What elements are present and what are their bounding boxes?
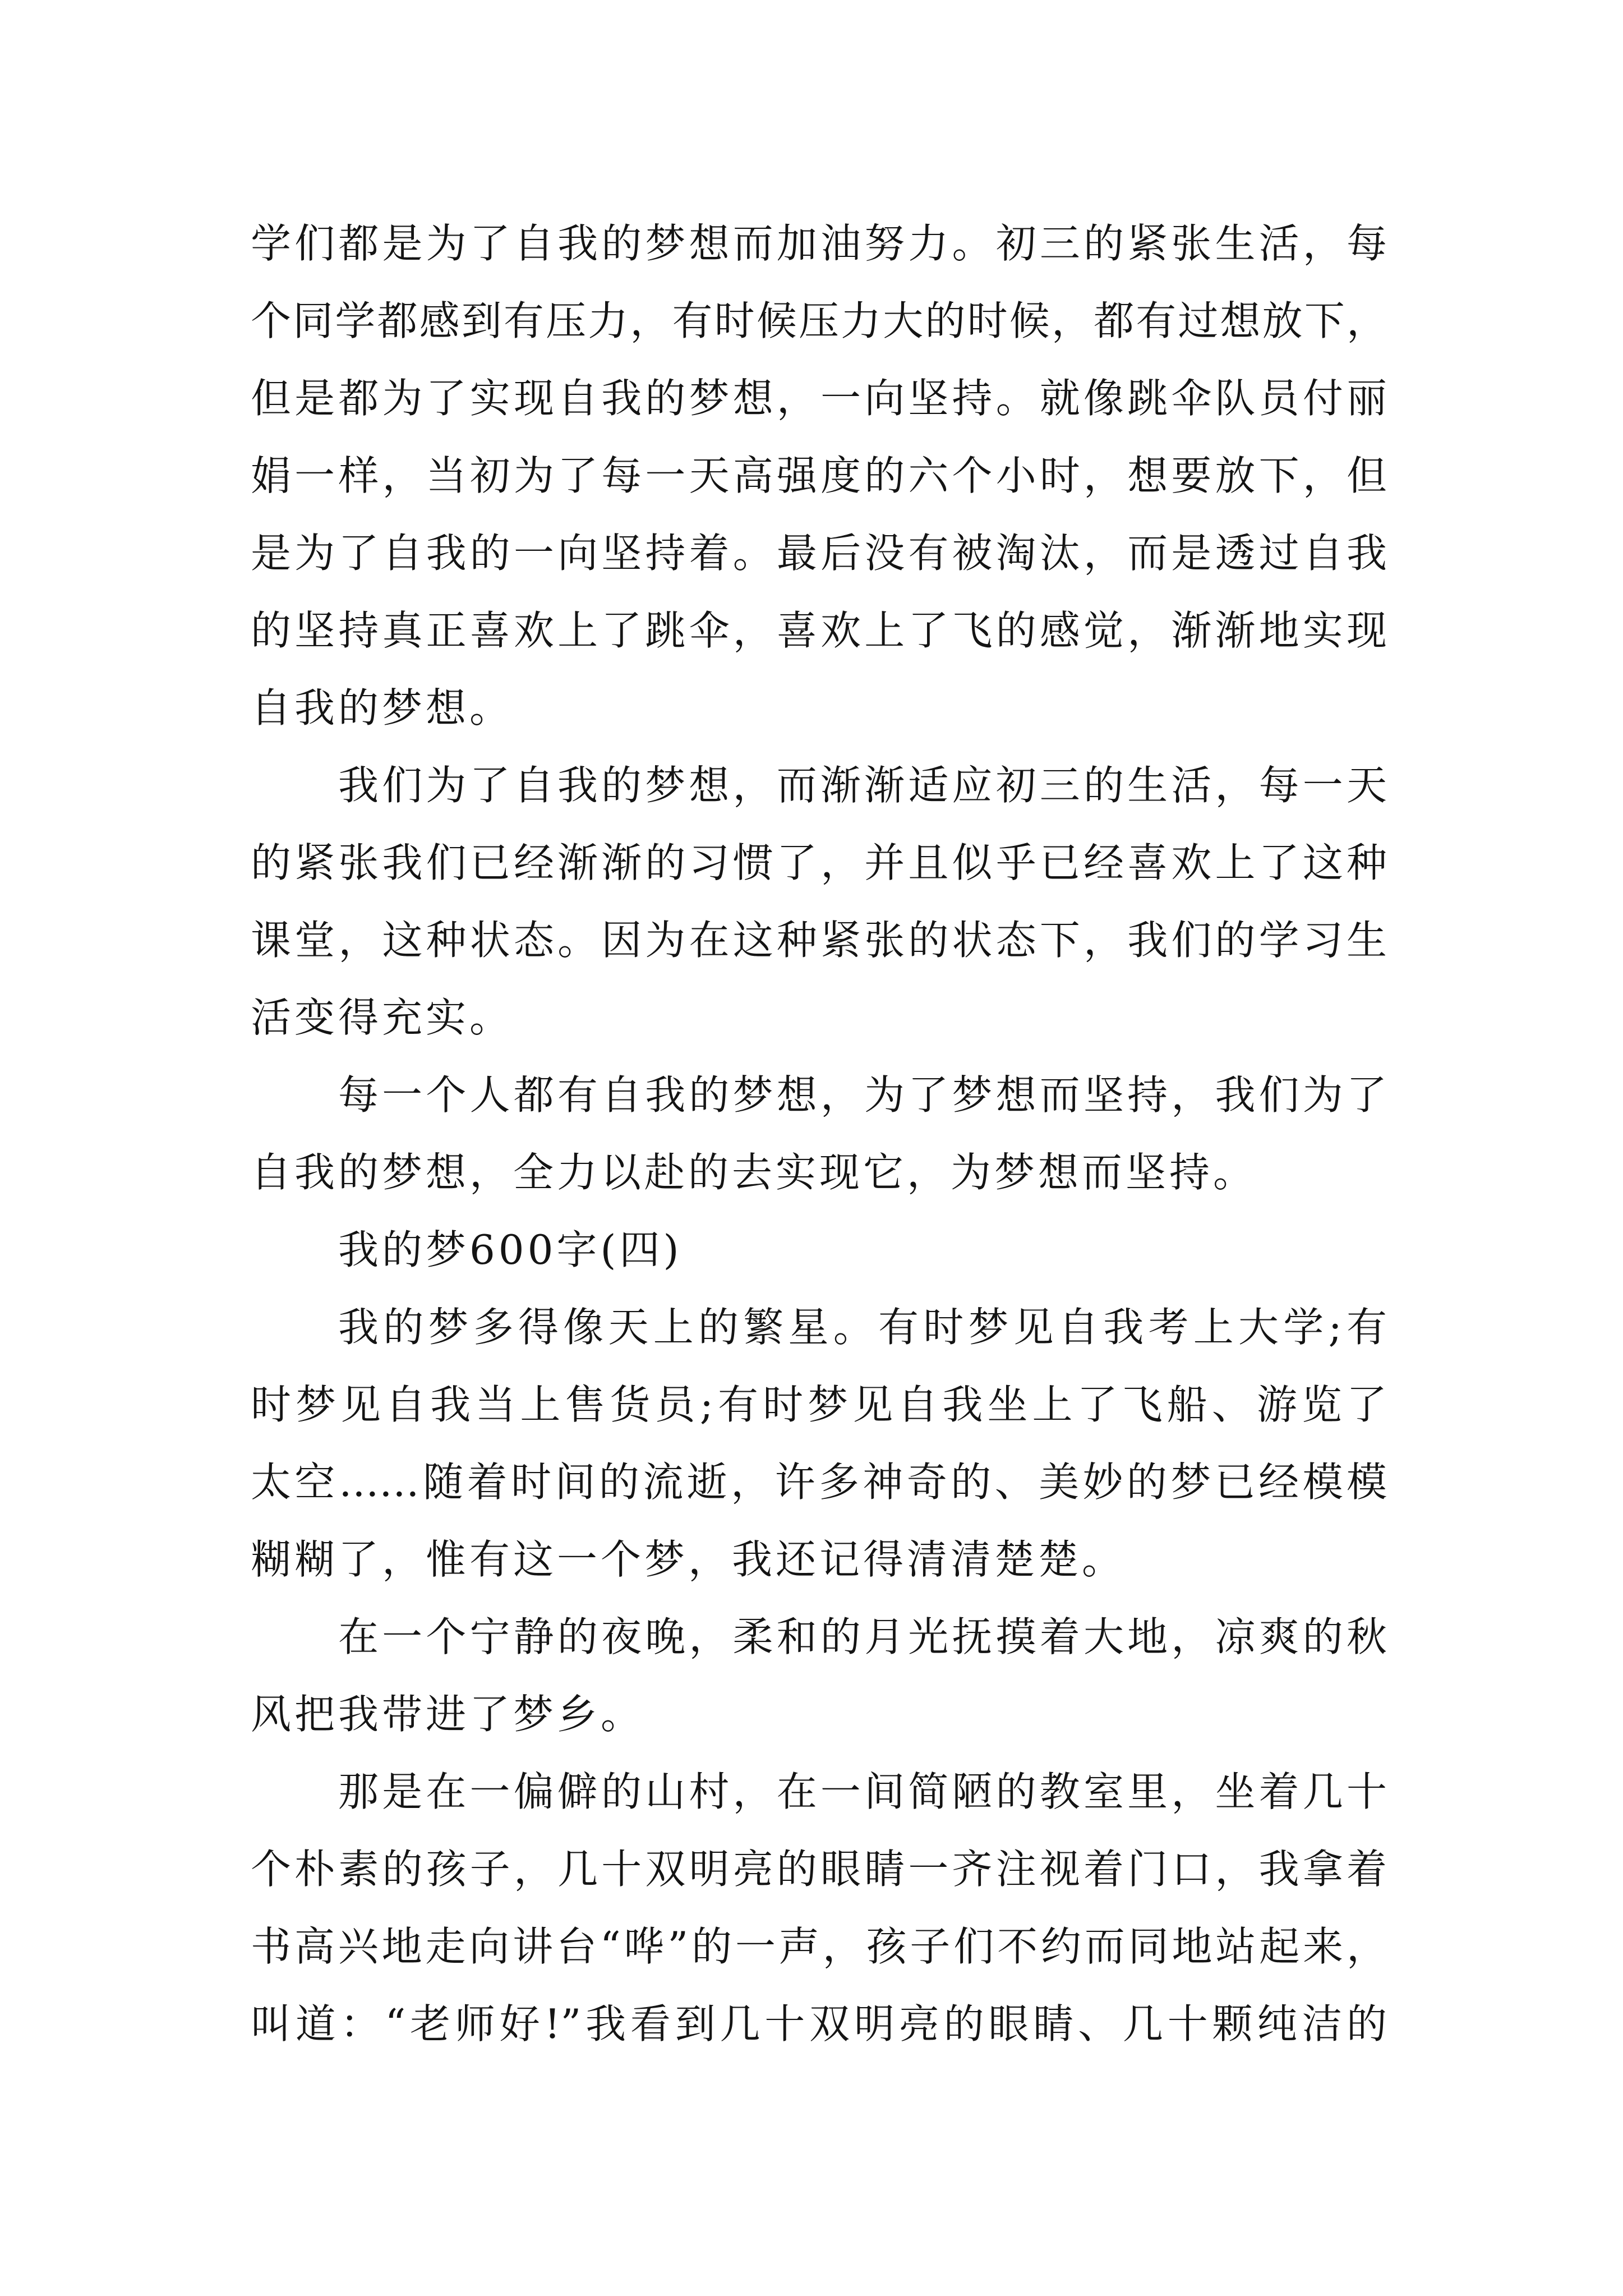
paragraph xyxy=(251,1056,1387,1211)
text-line: 叫道：“老师好!”我看到几十双明亮的眼睛、几十颗纯洁的 xyxy=(251,2000,1387,2047)
document-body xyxy=(251,205,1387,2063)
text-line: 我们为了自我的梦想，而渐渐适应初三的生活，每一天 xyxy=(338,762,1387,809)
paragraph xyxy=(251,1598,1387,1753)
text-line: 时梦见自我当上售货员;有时梦见自我坐上了飞船、游览了 xyxy=(251,1381,1387,1428)
text-line: 风把我带进了梦乡。 xyxy=(251,1691,645,1738)
text-line: 活变得充实。 xyxy=(251,994,514,1041)
text-line: 太空……随着时间的流逝，许多神奇的、美妙的梦已经模模 xyxy=(251,1458,1387,1506)
section-heading-text: 我的梦600字(四) xyxy=(338,1226,683,1273)
paragraph xyxy=(251,747,1387,1056)
text-line: 自我的梦想，全力以赴的去实现它，为梦想而坚持。 xyxy=(251,1149,1257,1196)
paragraph xyxy=(251,1289,1387,1598)
text-line: 我的梦多得像天上的繁星。有时梦见自我考上大学;有 xyxy=(338,1304,1387,1351)
text-line: 课堂，这种状态。因为在这种紧张的状态下，我们的学习生 xyxy=(251,917,1387,964)
text-line: 但是都为了实现自我的梦想，一向坚持。就像跳伞队员付丽 xyxy=(251,375,1387,422)
text-line: 那是在一偏僻的山村，在一间简陋的教室里，坐着几十 xyxy=(338,1768,1387,1815)
text-line: 糊糊了，惟有这一个梦，我还记得清清楚楚。 xyxy=(251,1536,1126,1583)
text-line: 个朴素的孩子，几十双明亮的眼睛一齐注视着门口，我拿着 xyxy=(251,1846,1387,1893)
text-line: 个同学都感到有压力，有时候压力大的时候，都有过想放下， xyxy=(251,297,1387,344)
text-line: 书高兴地走向讲台“哗”的一声，孩子们不约而同地站起来， xyxy=(251,1923,1387,1970)
text-line: 的坚持真正喜欢上了跳伞，喜欢上了飞的感觉，渐渐地实现 xyxy=(251,607,1387,654)
text-line: 在一个宁静的夜晚，柔和的月光抚摸着大地，凉爽的秋 xyxy=(338,1613,1387,1660)
text-line: 每一个人都有自我的梦想，为了梦想而坚持，我们为了 xyxy=(338,1071,1387,1119)
text-line: 自我的梦想。 xyxy=(251,684,514,731)
text-line: 的紧张我们已经渐渐的习惯了，并且似乎已经喜欢上了这种 xyxy=(251,839,1387,886)
text-line: 娟一样，当初为了每一天高强度的六个小时，想要放下，但 xyxy=(251,452,1387,499)
text-line: 是为了自我的一向坚持着。最后没有被淘汰，而是透过自我 xyxy=(251,530,1387,577)
paragraph-continued xyxy=(251,205,1387,747)
section-heading xyxy=(251,1211,1387,1289)
text-line: 学们都是为了自我的梦想而加油努力。初三的紧张生活，每 xyxy=(251,220,1387,267)
paragraph xyxy=(251,1753,1387,2063)
